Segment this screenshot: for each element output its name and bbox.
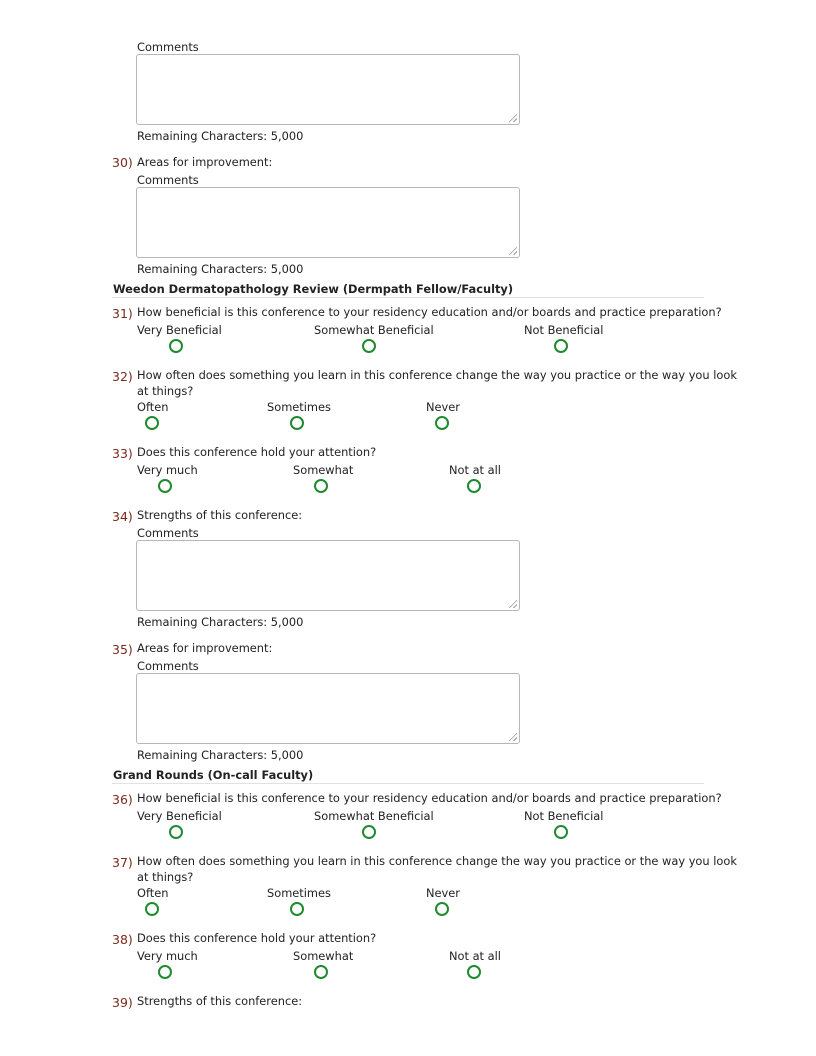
option-label: Often <box>137 886 169 900</box>
comments-textarea[interactable] <box>136 54 520 125</box>
remaining-characters: Remaining Characters: 5,000 <box>137 129 304 143</box>
question-text: How beneficial is this conference to your residency education and/or boards and practice preparation? <box>137 305 722 319</box>
option-label: Sometimes <box>267 400 331 414</box>
section-title: Weedon Dermatopathology Review (Dermpath Fellow/Faculty) <box>113 282 514 296</box>
radio-button[interactable] <box>169 339 183 353</box>
option-label: Very Beneficial <box>137 809 222 823</box>
remaining-characters: Remaining Characters: 5,000 <box>137 748 304 762</box>
question-text: How beneficial is this conference to your residency education and/or boards and practice preparation? <box>137 791 722 805</box>
option-label: Often <box>137 400 169 414</box>
radio-button[interactable] <box>362 339 376 353</box>
question-text-line2: at things? <box>137 384 194 398</box>
option-label: Very Beneficial <box>137 323 222 337</box>
question-text: Strengths of this conference: <box>137 508 303 522</box>
option-label: Never <box>426 886 460 900</box>
option-label: Very much <box>137 949 198 963</box>
option-label: Never <box>426 400 460 414</box>
question-number: 31) <box>112 306 133 321</box>
radio-button[interactable] <box>467 965 481 979</box>
question-number: 30) <box>112 155 133 170</box>
radio-button[interactable] <box>290 902 304 916</box>
question-text: Does this conference hold your attention? <box>137 931 377 945</box>
comments-label: Comments <box>137 659 199 673</box>
resize-grip-icon[interactable] <box>509 600 517 608</box>
remaining-characters: Remaining Characters: 5,000 <box>137 615 304 629</box>
radio-button[interactable] <box>554 825 568 839</box>
question-number: 38) <box>112 932 133 947</box>
question-text: Strengths of this conference: <box>137 994 303 1008</box>
question-number: 35) <box>112 642 133 657</box>
comments-label: Comments <box>137 173 199 187</box>
comments-label: Comments <box>137 526 199 540</box>
question-number: 32) <box>112 369 133 384</box>
option-label: Not at all <box>449 463 501 477</box>
radio-button[interactable] <box>554 339 568 353</box>
comments-textarea[interactable] <box>136 540 520 611</box>
option-label: Somewhat <box>293 949 354 963</box>
option-label: Very much <box>137 463 198 477</box>
option-label: Somewhat Beneficial <box>314 323 434 337</box>
option-label: Not at all <box>449 949 501 963</box>
radio-button[interactable] <box>158 479 172 493</box>
question-text: Does this conference hold your attention? <box>137 445 377 459</box>
radio-button[interactable] <box>435 416 449 430</box>
resize-grip-icon[interactable] <box>509 733 517 741</box>
radio-button[interactable] <box>169 825 183 839</box>
question-number: 39) <box>112 995 133 1010</box>
radio-button[interactable] <box>314 479 328 493</box>
question-text: Areas for improvement: <box>137 641 273 655</box>
question-number: 37) <box>112 855 133 870</box>
option-label: Not Beneficial <box>524 323 604 337</box>
question-text-line1: How often does something you learn in this conference change the way you practice or the way you look <box>137 368 737 382</box>
comments-label: Comments <box>137 40 199 54</box>
question-number: 33) <box>112 446 133 461</box>
radio-button[interactable] <box>290 416 304 430</box>
section-divider <box>112 297 704 298</box>
radio-button[interactable] <box>435 902 449 916</box>
question-text-line2: at things? <box>137 870 194 884</box>
resize-grip-icon[interactable] <box>509 247 517 255</box>
radio-button[interactable] <box>145 902 159 916</box>
question-text: Areas for improvement: <box>137 155 273 169</box>
radio-button[interactable] <box>145 416 159 430</box>
radio-button[interactable] <box>467 479 481 493</box>
comments-textarea[interactable] <box>136 187 520 258</box>
option-label: Somewhat <box>293 463 354 477</box>
question-text-line1: How often does something you learn in this conference change the way you practice or the way you look <box>137 854 737 868</box>
question-number: 34) <box>112 509 133 524</box>
section-divider <box>112 783 704 784</box>
radio-button[interactable] <box>362 825 376 839</box>
remaining-characters: Remaining Characters: 5,000 <box>137 262 304 276</box>
radio-button[interactable] <box>314 965 328 979</box>
section-title: Grand Rounds (On-call Faculty) <box>113 768 314 782</box>
resize-grip-icon[interactable] <box>509 114 517 122</box>
option-label: Sometimes <box>267 886 331 900</box>
comments-textarea[interactable] <box>136 673 520 744</box>
option-label: Somewhat Beneficial <box>314 809 434 823</box>
radio-button[interactable] <box>158 965 172 979</box>
question-number: 36) <box>112 792 133 807</box>
option-label: Not Beneficial <box>524 809 604 823</box>
